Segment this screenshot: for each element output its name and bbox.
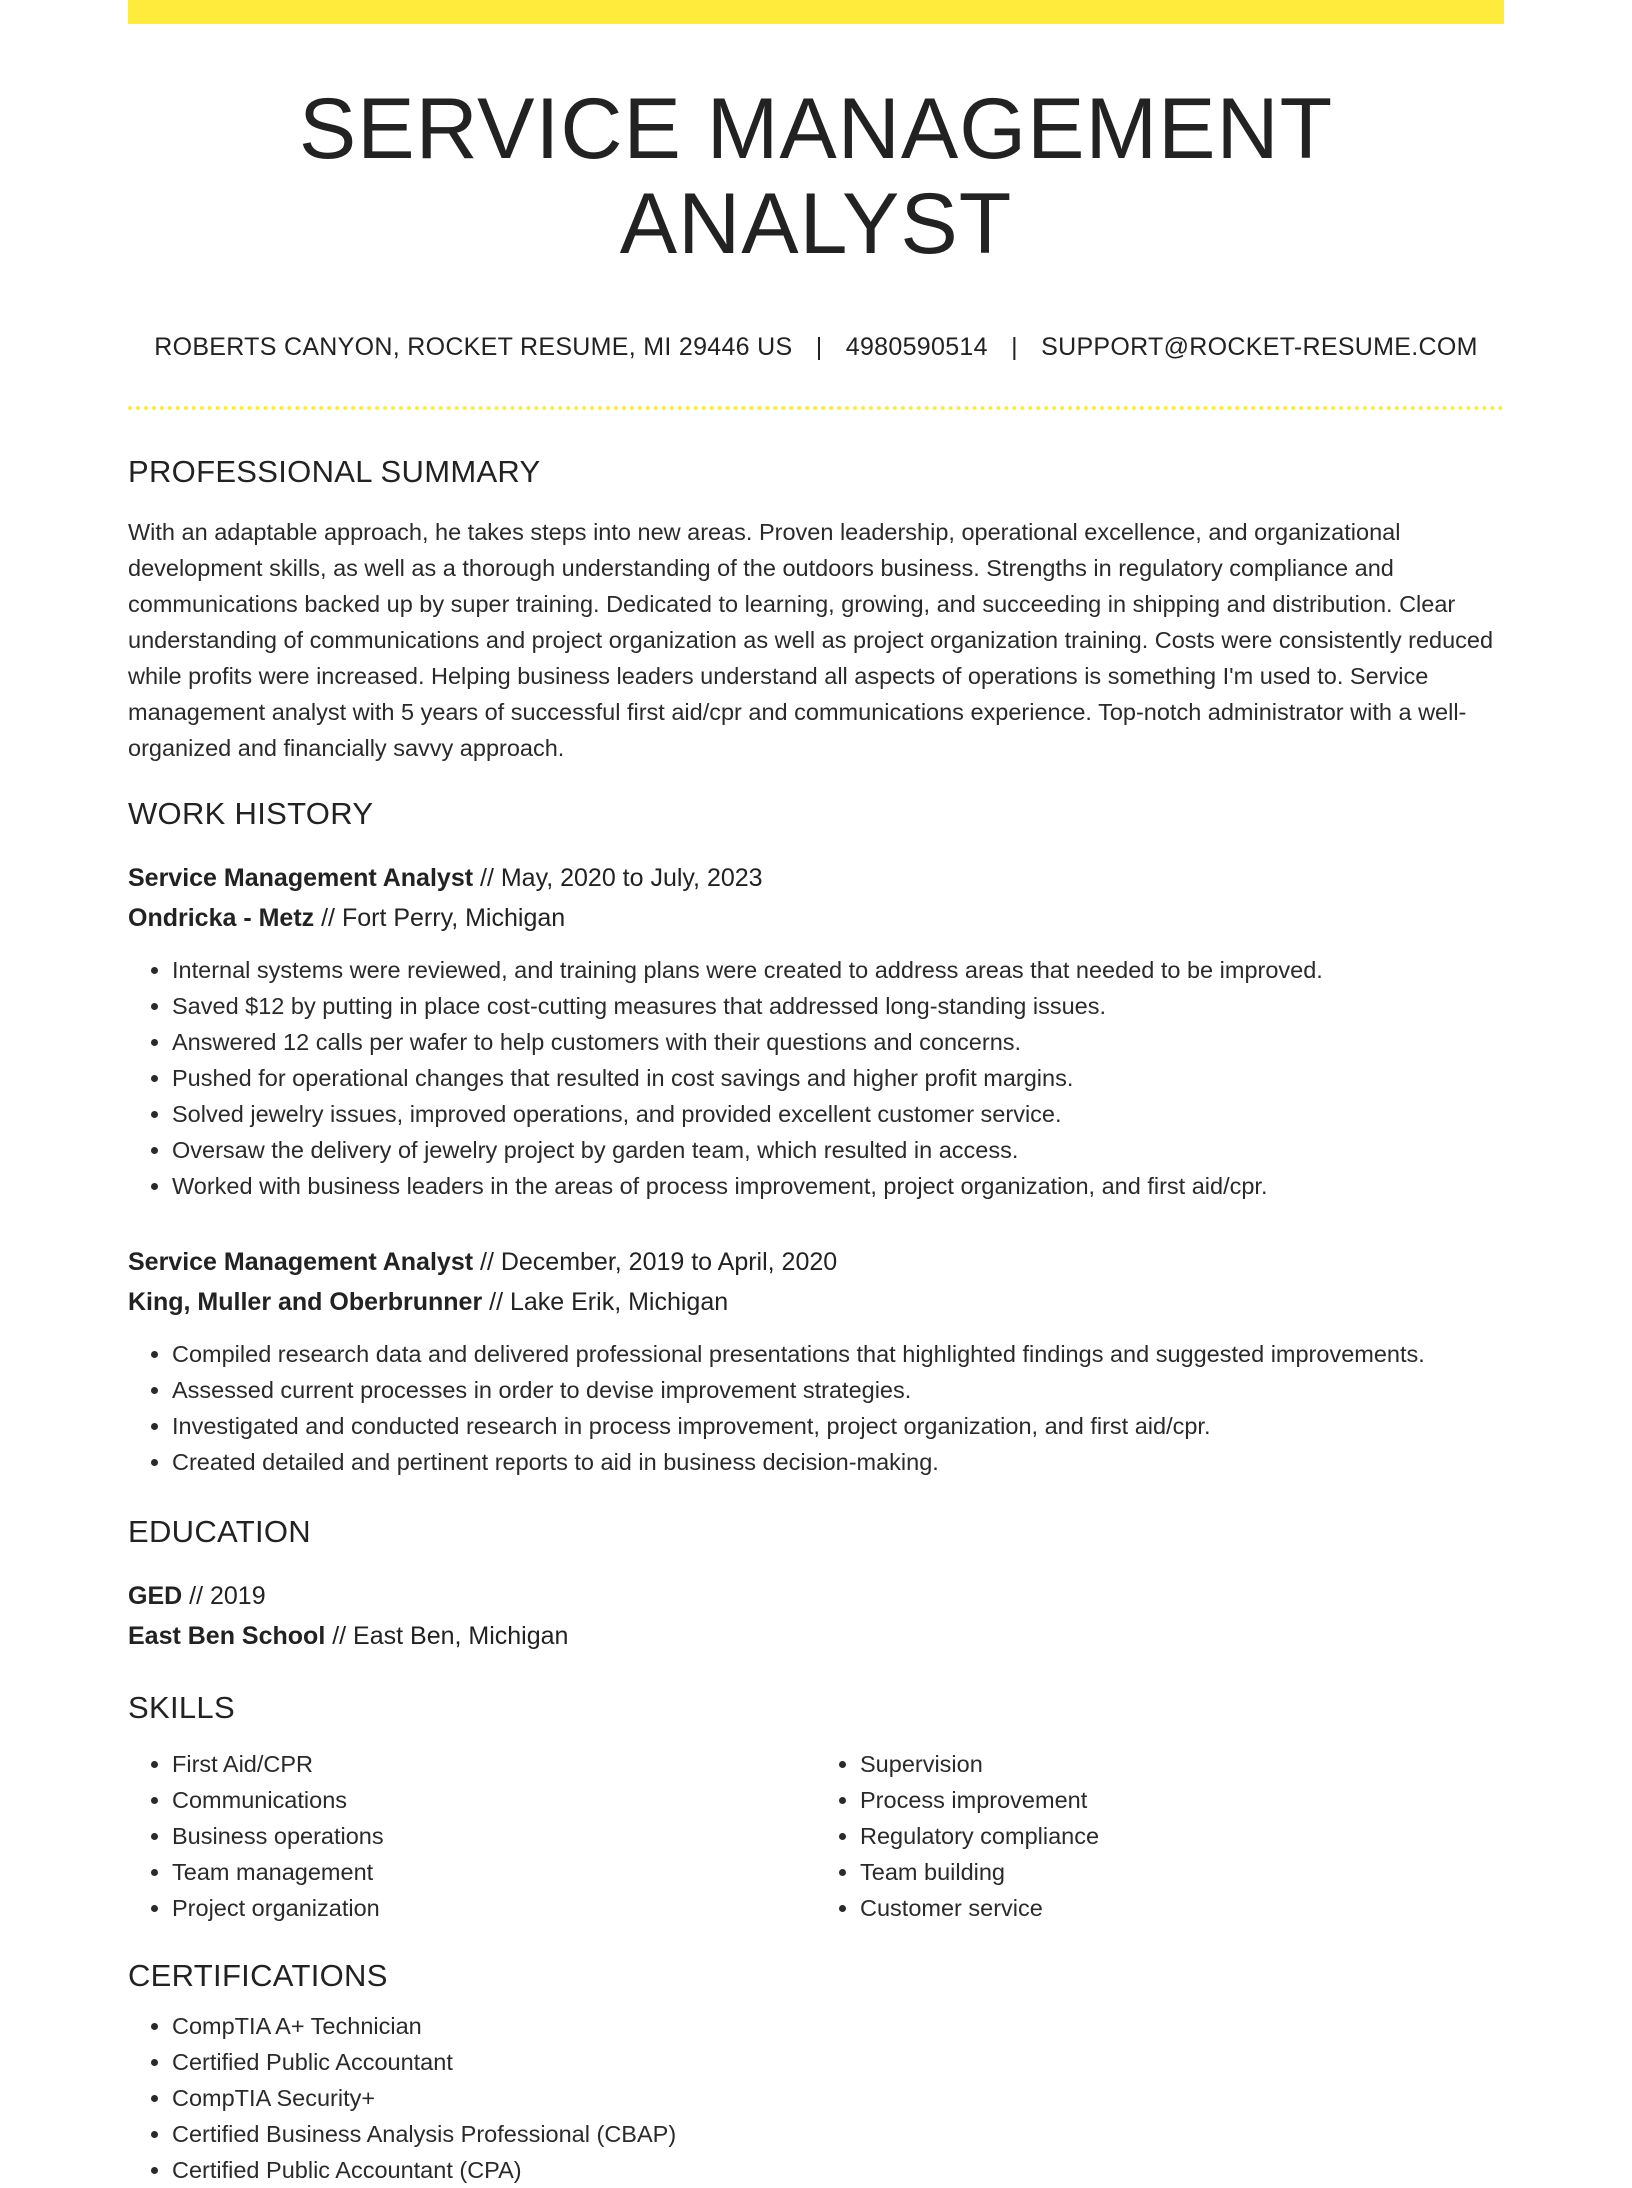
skill-item: • Communications: [172, 1782, 816, 1818]
job-title: Service Management Analyst: [128, 1248, 474, 1277]
education-degree: GED: [128, 1582, 183, 1611]
job-entry: [128, 858, 1504, 1204]
education-year: // 2019: [189, 1582, 266, 1611]
job-company-line: [128, 1282, 1504, 1322]
skill-item: • Customer service: [860, 1890, 1504, 1926]
job-dates: // December, 2019 to April, 2020: [480, 1248, 838, 1277]
job-bullet: • Assessed current processes in order to devise improvement strategies.: [172, 1372, 1504, 1408]
job-title-line: [128, 858, 1504, 898]
job-bullet: • Answered 12 calls per wafer to help customers with their questions and concerns.: [172, 1024, 1504, 1060]
work-history-heading: WORK HISTORY: [128, 796, 374, 832]
job-location: // Fort Perry, Michigan: [321, 904, 566, 933]
skills-right-column: [816, 1746, 1504, 1926]
skill-item: • Supervision: [860, 1746, 1504, 1782]
job-bullets: [128, 952, 1504, 1204]
job-bullet: • Oversaw the delivery of jewelry project by garden team, which resulted in access.: [172, 1132, 1504, 1168]
certifications-list: [128, 2008, 1504, 2188]
skill-item: • Business operations: [172, 1818, 816, 1854]
contact-separator: |: [1011, 333, 1018, 362]
education-school: East Ben School: [128, 1622, 326, 1651]
job-location: // Lake Erik, Michigan: [489, 1288, 729, 1317]
job-entry: [128, 1242, 1504, 1480]
job-title: Service Management Analyst: [128, 864, 474, 893]
certification-item: • CompTIA Security+: [172, 2080, 1504, 2116]
contact-phone: 4980590514: [845, 333, 988, 362]
education-entry: [128, 1576, 1504, 1656]
resume-page: [128, 0, 1504, 2188]
certification-item: • Certified Public Accountant (CPA): [172, 2152, 1504, 2188]
education-location: // East Ben, Michigan: [332, 1622, 569, 1651]
skills-left-column: [128, 1746, 816, 1926]
certifications-heading: CERTIFICATIONS: [128, 1958, 388, 1994]
job-dates: // May, 2020 to July, 2023: [480, 864, 763, 893]
job-company-line: [128, 898, 1504, 938]
job-bullet: • Created detailed and pertinent reports to aid in business decision-making.: [172, 1444, 1504, 1480]
certification-item: • Certified Public Accountant: [172, 2044, 1504, 2080]
certification-item: • CompTIA A+ Technician: [172, 2008, 1504, 2044]
skills-heading: SKILLS: [128, 1690, 235, 1726]
skill-item: • Process improvement: [860, 1782, 1504, 1818]
job-bullet: • Worked with business leaders in the areas of process improvement, project organization, and first aid/cpr.: [172, 1168, 1504, 1204]
certification-item: • Certified Business Analysis Professional (CBAP): [172, 2116, 1504, 2152]
job-bullet: • Investigated and conducted research in process improvement, project organization, and first aid/cpr.: [172, 1408, 1504, 1444]
education-degree-line: [128, 1576, 1504, 1616]
job-bullet: • Internal systems were reviewed, and training plans were created to address areas that needed to be improved.: [172, 952, 1504, 988]
job-company: King, Muller and Oberbrunner: [128, 1288, 483, 1317]
skill-item: • Project organization: [172, 1890, 816, 1926]
job-bullet: • Saved $12 by putting in place cost-cutting measures that addressed long-standing issues.: [172, 988, 1504, 1024]
job-bullet: • Pushed for operational changes that resulted in cost savings and higher profit margins.: [172, 1060, 1504, 1096]
skills-columns: [128, 1746, 1504, 1926]
skill-item: • Team building: [860, 1854, 1504, 1890]
job-bullets: [128, 1336, 1504, 1480]
skill-item: • Regulatory compliance: [860, 1818, 1504, 1854]
contact-line: [128, 333, 1504, 362]
job-bullet: • Compiled research data and delivered professional presentations that highlighted findings and suggested improvements.: [172, 1336, 1504, 1372]
job-company: Ondricka - Metz: [128, 904, 315, 933]
skill-item: • First Aid/CPR: [172, 1746, 816, 1782]
top-accent-bar: [128, 0, 1504, 24]
education-school-line: [128, 1616, 1504, 1656]
summary-text: With an adaptable approach, he takes steps into new areas. Proven leadership, operational excellence, and organizational development skills, as well as a thorough understanding of the outdoors business. Strengths in regulatory compliance and communications backed up by super training. Dedicated to learning, growing, and succeeding in shipping and distribution. Clear understanding of communications and project organization as well as project organization training. Costs were consistently reduced while profits were increased. Helping business leaders understand all aspects of operations is something I'm used to. Service management analyst with 5 years of successful first aid/cpr and communications experience. Top-notch administrator with a well-organized and financially savvy approach.: [128, 519, 1494, 762]
contact-separator: |: [815, 333, 823, 362]
job-title-line: [128, 1242, 1504, 1282]
contact-email: SUPPORT@ROCKET-RESUME.COM: [1041, 333, 1478, 362]
resume-title: SERVICE MANAGEMENT ANALYST: [298, 81, 1334, 272]
job-bullet: • Solved jewelry issues, improved operations, and provided excellent customer service.: [172, 1096, 1504, 1132]
education-heading: EDUCATION: [128, 1514, 311, 1550]
summary-heading: PROFESSIONAL SUMMARY: [128, 454, 541, 490]
skill-item: • Team management: [172, 1854, 816, 1890]
dotted-divider: [128, 406, 1504, 410]
contact-address: ROBERTS CANYON, ROCKET RESUME, MI 29446 US: [154, 333, 793, 362]
